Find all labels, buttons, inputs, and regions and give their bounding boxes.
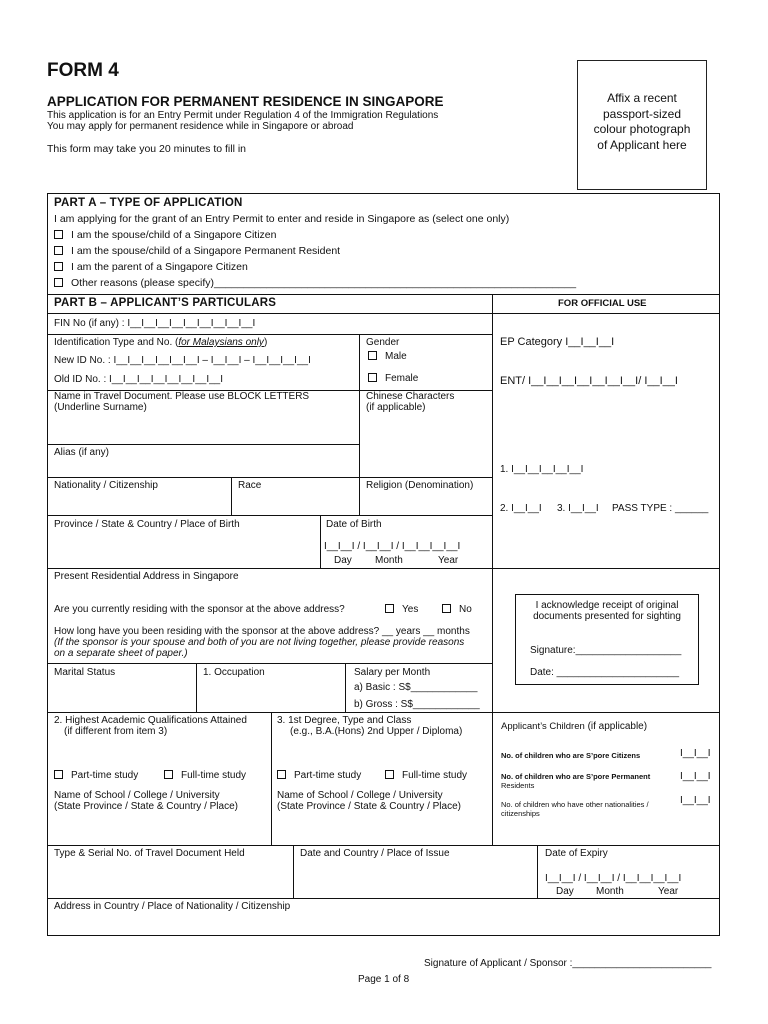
form-title: APPLICATION FOR PERMANENT RESIDENCE IN SINGAPORE <box>47 94 444 109</box>
part-a-option-2[interactable]: I am the spouse/child of a Singapore Permanent Resident <box>54 245 340 257</box>
children-heading: Applicant’s Children (if applicable) <box>501 721 648 732</box>
gender-label: Gender <box>366 337 400 348</box>
pass-type-field[interactable]: PASS TYPE : ______ <box>612 503 709 514</box>
residence-duration[interactable]: How long have you been residing with the sponsor at the above address? __ years __ months <box>54 626 470 637</box>
alias-label[interactable]: Alias (if any) <box>54 447 110 458</box>
checkbox-icon[interactable] <box>54 770 63 779</box>
salary-basic-field[interactable]: a) Basic : S$____________ <box>354 682 478 693</box>
gender-male-option[interactable]: Male <box>368 351 407 362</box>
divider-issue-col <box>293 845 294 898</box>
intro-line-2: You may apply for permanent residence while in Singapore or abroad <box>47 121 354 132</box>
dob-label: Date of Birth <box>326 519 382 530</box>
sponsor-no-option[interactable]: No <box>442 604 472 615</box>
gender-female-option[interactable]: Female <box>368 373 418 384</box>
occupation-label[interactable]: 1. Occupation <box>203 667 265 678</box>
part-a-heading: PART A – TYPE OF APPLICATION <box>54 197 243 209</box>
divider-travel <box>48 898 719 899</box>
checkbox-icon[interactable] <box>385 604 394 613</box>
address-label[interactable]: Present Residential Address in Singapore <box>54 571 239 582</box>
dob-year: Year <box>438 555 459 566</box>
expiry-month: Month <box>596 886 624 897</box>
qual-part-time-option[interactable]: Part-time study <box>54 770 138 781</box>
expiry-date-label: Date of Expiry <box>545 848 608 859</box>
children-pr-field[interactable]: I__I__I <box>680 771 711 782</box>
divider-gender-col <box>359 334 360 477</box>
checkbox-icon[interactable] <box>54 246 63 255</box>
photo-box[interactable] <box>577 60 707 190</box>
divider-nationality <box>48 515 492 516</box>
divider-children-col <box>492 712 493 845</box>
new-id-field[interactable]: New ID No. : I__I__I__I__I__I__I – I__I__I – I__I__I__I__I <box>54 355 311 366</box>
spouse-note-2: on a separate sheet of paper.) <box>54 648 188 659</box>
degree-part-time-option[interactable]: Part-time study <box>277 770 361 781</box>
spouse-note-1: (If the sponsor is your spouse and both of you are not living together, please provide reasons <box>54 637 465 648</box>
part-a-option-3[interactable]: I am the parent of a Singapore Citizen <box>54 261 248 273</box>
race-label[interactable]: Race <box>238 480 262 491</box>
application-form <box>47 193 720 936</box>
qualification-label[interactable]: 2. Highest Academic Qualifications Attained (if different from item 3) <box>54 715 247 737</box>
checkbox-icon[interactable] <box>385 770 394 779</box>
checkbox-icon[interactable] <box>277 770 286 779</box>
dob-day: Day <box>334 555 352 566</box>
ack-date-field[interactable]: Date: ______________________ <box>530 667 680 678</box>
acknowledgement-box <box>515 594 699 685</box>
marital-status-label[interactable]: Marital Status <box>54 667 116 678</box>
ack-line-2: documents presented for sighting <box>533 611 681 622</box>
divider-salary-col <box>345 663 346 712</box>
old-id-field[interactable]: Old ID No. : I__I__I__I__I__I__I__I__I <box>54 374 224 385</box>
photo-line-2: passport-sized <box>602 106 682 121</box>
ent-field[interactable]: ENT/ I__I__I__I__I__I__I__I/ I__I__I <box>500 375 678 387</box>
divider-alias <box>48 477 492 478</box>
part-a-intro: I am applying for the grant of an Entry Permit to enter and reside in Singapore as (select one only) <box>54 213 510 225</box>
id-type-label: Identification Type and No. (for Malaysians only) <box>54 337 268 348</box>
salary-gross-field[interactable]: b) Gross : S$____________ <box>354 699 480 710</box>
photo-line-3: colour photograph <box>593 122 691 136</box>
children-other-label-2: citizenships <box>501 809 540 818</box>
nationality-label[interactable]: Nationality / Citizenship <box>54 480 158 491</box>
expiry-day: Day <box>556 886 574 897</box>
home-address-label[interactable]: Address in Country / Place of Nationality / Citizenship <box>54 901 291 912</box>
checkbox-icon[interactable] <box>54 230 63 239</box>
intro-line-1: This application is for an Entry Permit under Regulation 4 of the Immigration Regulations <box>47 110 439 121</box>
divider-religion-col <box>359 477 360 515</box>
degree-label[interactable]: 3. 1st Degree, Type and Class (e.g., B.A.(Hons) 2nd Upper / Diploma) <box>277 715 463 737</box>
divider-address <box>48 663 492 664</box>
divider-dob-col <box>320 515 321 568</box>
divider-expiry-col <box>537 845 538 898</box>
salary-label: Salary per Month <box>354 667 431 678</box>
checkbox-icon[interactable] <box>54 278 63 287</box>
page-number: Page 1 of 8 <box>358 974 410 985</box>
divider-name <box>48 444 359 445</box>
form-intro <box>47 110 438 132</box>
birth-place-label[interactable]: Province / State & Country / Place of Birth <box>54 519 240 530</box>
ack-line-1: I acknowledge receipt of original <box>535 600 679 611</box>
applicant-signature-field[interactable]: Signature of Applicant / Sponsor :_________________________ <box>424 958 712 969</box>
ack-signature-field[interactable]: Signature:___________________ <box>530 645 682 656</box>
expiry-year: Year <box>658 886 679 897</box>
official-item-1[interactable]: 1. I__I__I__I__I__I <box>500 464 584 475</box>
children-citizens-label: No. of children who are S’pore Citizens <box>501 751 641 760</box>
qual-school-label[interactable]: Name of School / College / University (State Province / State & Country / Place) <box>54 790 238 812</box>
religion-label[interactable]: Religion (Denomination) <box>366 480 474 491</box>
dob-month: Month <box>375 555 403 566</box>
part-a-option-4[interactable]: Other reasons (please specify)______________________________________________________________ <box>54 277 576 289</box>
divider-occupation-col <box>196 663 197 712</box>
dob-field[interactable]: I__I__I / I__I__I / I__I__I__I__I <box>324 541 461 552</box>
official-item-3[interactable]: 3. I__I__I <box>557 503 599 514</box>
name-label[interactable]: Name in Travel Document. Please use BLOCK LETTERS (Underline Surname) <box>54 391 310 413</box>
children-other-label-1: No. of children who have other nationalities / <box>501 800 649 809</box>
checkbox-icon[interactable] <box>368 351 377 360</box>
form-number: FORM 4 <box>47 60 119 81</box>
issue-date-label[interactable]: Date and Country / Place of Issue <box>300 848 450 859</box>
divider-degree-col <box>271 712 272 845</box>
degree-full-time-option[interactable]: Full-time study <box>385 770 467 781</box>
divider-marital <box>48 712 719 713</box>
divider-fin <box>48 334 492 335</box>
travel-document-label[interactable]: Type & Serial No. of Travel Document Held <box>54 848 245 859</box>
degree-school-label[interactable]: Name of School / College / University (State Province / State & Country / Place) <box>277 790 461 812</box>
official-use-heading: FOR OFFICIAL USE <box>558 298 647 309</box>
divider-part-b <box>48 294 719 295</box>
children-pr-label-1: No. of children who are S’pore Permanent <box>501 772 651 781</box>
children-citizens-field[interactable]: I__I__I <box>680 748 711 759</box>
fin-field[interactable]: FIN No (if any) : I__I__I__I__I__I__I__I__I__I <box>54 318 256 329</box>
sponsor-question: Are you currently residing with the sponsor at the above address? <box>54 604 345 615</box>
divider-race-col <box>231 477 232 515</box>
part-b-heading: PART B – APPLICANT’S PARTICULARS <box>54 297 277 309</box>
photo-line-1: Affix a recent <box>607 91 677 105</box>
sponsor-yes-option[interactable]: Yes <box>385 604 418 615</box>
checkbox-icon[interactable] <box>164 770 173 779</box>
chinese-characters-label[interactable]: Chinese Characters (if applicable) <box>366 391 455 413</box>
children-pr-label-2: Residents <box>501 781 535 790</box>
divider-qualifications <box>48 845 719 846</box>
time-note: This form may take you 20 minutes to fill in <box>47 143 246 155</box>
divider-part-b-head <box>48 313 719 314</box>
ep-category-field[interactable]: EP Category I__I__I__I <box>500 336 615 348</box>
divider-birth <box>48 568 719 569</box>
qual-full-time-option[interactable]: Full-time study <box>164 770 246 781</box>
checkbox-icon[interactable] <box>54 262 63 271</box>
photo-line-4: of Applicant here <box>597 137 687 152</box>
part-a-option-1[interactable]: I am the spouse/child of a Singapore Citizen <box>54 229 276 241</box>
expiry-date-field[interactable]: I__I__I / I__I__I / I__I__I__I__I <box>545 873 682 884</box>
divider-official-col <box>492 294 493 712</box>
children-other-field[interactable]: I__I__I <box>680 795 711 806</box>
official-item-2[interactable]: 2. I__I__I <box>500 503 542 514</box>
checkbox-icon[interactable] <box>442 604 451 613</box>
checkbox-icon[interactable] <box>368 373 377 382</box>
